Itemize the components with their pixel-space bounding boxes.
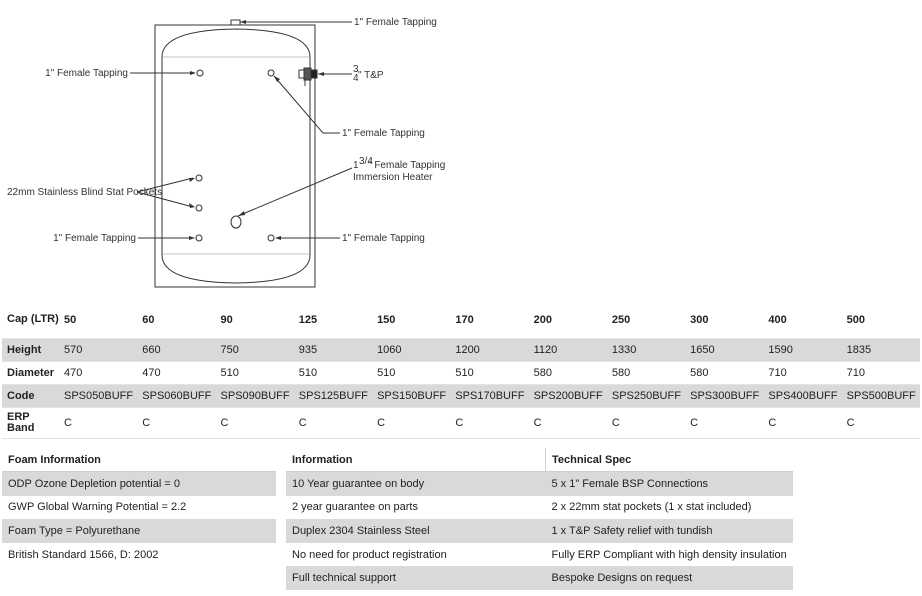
foam-row xyxy=(2,472,276,496)
spec-cell: 510 xyxy=(294,362,372,385)
spec-cell: 1200 xyxy=(450,339,528,362)
label-tp-numerator: 3 xyxy=(353,64,359,75)
info-item: No need for product registration xyxy=(292,548,447,561)
info-item: 2 year guarantee on parts xyxy=(292,501,418,514)
foam-row xyxy=(2,496,276,520)
foam-item: Foam Type = Polyurethane xyxy=(2,519,276,543)
spec-cell: 470 xyxy=(59,362,137,385)
foam-info-title: Foam Information xyxy=(2,448,276,472)
spec-cell: 50 xyxy=(59,301,137,339)
tech-item: 2 x 22mm stat pockets (1 x stat included) xyxy=(551,501,752,514)
spec-cell: 125 xyxy=(294,301,372,339)
spec-cell: SPS125BUFF xyxy=(294,385,372,408)
spec-row xyxy=(2,301,920,339)
label-left-lower-tapping: 1" Female Tapping xyxy=(53,233,136,244)
label-tp-valve: " T&P xyxy=(358,70,384,81)
spec-cell: SPS150BUFF xyxy=(372,385,450,408)
spec-cell: C xyxy=(59,408,137,439)
right-upper-tapping-port xyxy=(268,70,274,76)
spec-cell: 470 xyxy=(137,362,215,385)
spec-cell: SPS050BUFF xyxy=(59,385,137,408)
label-immersion-tapping: " Female Tapping xyxy=(368,160,446,171)
label-top-tapping: 1" Female Tapping xyxy=(354,17,437,28)
spec-row-header: Cap (LTR) xyxy=(2,301,59,339)
label-immersion-fraction: 3/4 xyxy=(359,156,373,167)
left-lower-tapping-port xyxy=(196,235,202,241)
info-item: Duplex 2304 Stainless Steel xyxy=(286,519,546,543)
spec-cell: SPS300BUFF xyxy=(685,385,763,408)
spec-cell: 300 xyxy=(685,301,763,339)
spec-cell: 570 xyxy=(59,339,137,362)
spec-cell: C xyxy=(372,408,450,439)
spec-cell: C xyxy=(685,408,763,439)
label-right-lower-tapping: 1" Female Tapping xyxy=(342,233,425,244)
info-title: Information xyxy=(286,448,546,472)
spec-row xyxy=(2,385,920,408)
spec-cell: 200 xyxy=(529,301,607,339)
info-row xyxy=(286,472,793,496)
spec-row-header: Diameter xyxy=(2,362,59,385)
spec-cell: SPS170BUFF xyxy=(450,385,528,408)
cylinder-vessel xyxy=(162,29,310,283)
spec-cell: SPS200BUFF xyxy=(529,385,607,408)
spec-cell: 510 xyxy=(216,362,294,385)
info-row xyxy=(286,519,793,543)
spec-cell: 660 xyxy=(137,339,215,362)
spec-cell: 580 xyxy=(685,362,763,385)
spec-cell: SPS250BUFF xyxy=(607,385,685,408)
spec-cell: 1835 xyxy=(842,339,920,362)
spec-cell: SPS090BUFF xyxy=(216,385,294,408)
stat-pocket-upper xyxy=(196,175,202,181)
tech-item: 5 x 1" Female BSP Connections xyxy=(546,472,794,496)
spec-cell: 250 xyxy=(607,301,685,339)
info-row xyxy=(286,496,793,520)
stat-pocket-lower xyxy=(196,205,202,211)
info-row xyxy=(286,566,793,590)
spec-cell: 510 xyxy=(372,362,450,385)
spec-cell: C xyxy=(529,408,607,439)
cylinder-casing xyxy=(155,25,315,287)
spec-cell: 750 xyxy=(216,339,294,362)
spec-cell: 710 xyxy=(763,362,841,385)
spec-cell: 170 xyxy=(450,301,528,339)
left-upper-tapping-port xyxy=(197,70,203,76)
spec-cell: 935 xyxy=(294,339,372,362)
spec-cell: C xyxy=(294,408,372,439)
foam-item: British Standard 1566, D: 2002 xyxy=(8,548,159,561)
spec-row-header: Height xyxy=(2,339,59,362)
spec-cell: 60 xyxy=(137,301,215,339)
foam-item: ODP Ozone Depletion potential = 0 xyxy=(2,472,276,496)
spec-row xyxy=(2,362,920,385)
spec-cell: C xyxy=(842,408,920,439)
label-stat-pockets: 22mm Stainless Blind Stat Pockets xyxy=(7,187,163,198)
tech-item: 1 x T&P Safety relief with tundish xyxy=(546,519,794,543)
spec-row-header: Code xyxy=(2,385,59,408)
spec-cell: 510 xyxy=(450,362,528,385)
spec-row xyxy=(2,339,920,362)
foam-item: GWP Global Warning Potential = 2.2 xyxy=(8,501,187,514)
foam-info-table xyxy=(2,448,276,566)
tech-item: Bespoke Designs on request xyxy=(546,566,794,590)
immersion-heater-port xyxy=(231,216,241,228)
tech-item: Fully ERP Compliant with high density insulation xyxy=(551,548,787,561)
spec-cell: 1120 xyxy=(529,339,607,362)
foam-row xyxy=(2,543,276,567)
info-tech-table xyxy=(286,448,793,590)
right-lower-tapping-port xyxy=(268,235,274,241)
spec-cell: C xyxy=(137,408,215,439)
spec-cell: 1060 xyxy=(372,339,450,362)
label-left-upper-tapping: 1" Female Tapping xyxy=(45,68,128,79)
spec-cell: 580 xyxy=(529,362,607,385)
tech-spec-title: Technical Spec xyxy=(546,448,794,472)
info-item: Full technical support xyxy=(286,566,546,590)
spec-cell: 710 xyxy=(842,362,920,385)
spec-cell: 400 xyxy=(763,301,841,339)
spec-cell: 150 xyxy=(372,301,450,339)
spec-cell: SPS060BUFF xyxy=(137,385,215,408)
info-item: 10 Year guarantee on body xyxy=(286,472,546,496)
spec-cell: C xyxy=(216,408,294,439)
info-row xyxy=(286,543,793,567)
spec-cell: 1650 xyxy=(685,339,763,362)
spec-cell: SPS500BUFF xyxy=(842,385,920,408)
label-immersion-heater: Immersion Heater xyxy=(353,172,433,183)
spec-row-header: ERP Band xyxy=(2,408,59,439)
spec-cell: C xyxy=(450,408,528,439)
spec-cell: 580 xyxy=(607,362,685,385)
top-tapping-boss xyxy=(231,20,240,25)
spec-table xyxy=(2,301,920,439)
spec-cell: C xyxy=(763,408,841,439)
label-right-upper-tapping: 1" Female Tapping xyxy=(342,128,425,139)
spec-row xyxy=(2,408,920,439)
spec-cell: 500 xyxy=(842,301,920,339)
spec-cell: 1590 xyxy=(763,339,841,362)
spec-cell: C xyxy=(607,408,685,439)
foam-row xyxy=(2,519,276,543)
spec-cell: 1330 xyxy=(607,339,685,362)
label-immersion-prefix: 1 xyxy=(353,160,359,171)
label-tp-denominator: 4 xyxy=(353,73,359,84)
spec-cell: SPS400BUFF xyxy=(763,385,841,408)
spec-cell: 90 xyxy=(216,301,294,339)
